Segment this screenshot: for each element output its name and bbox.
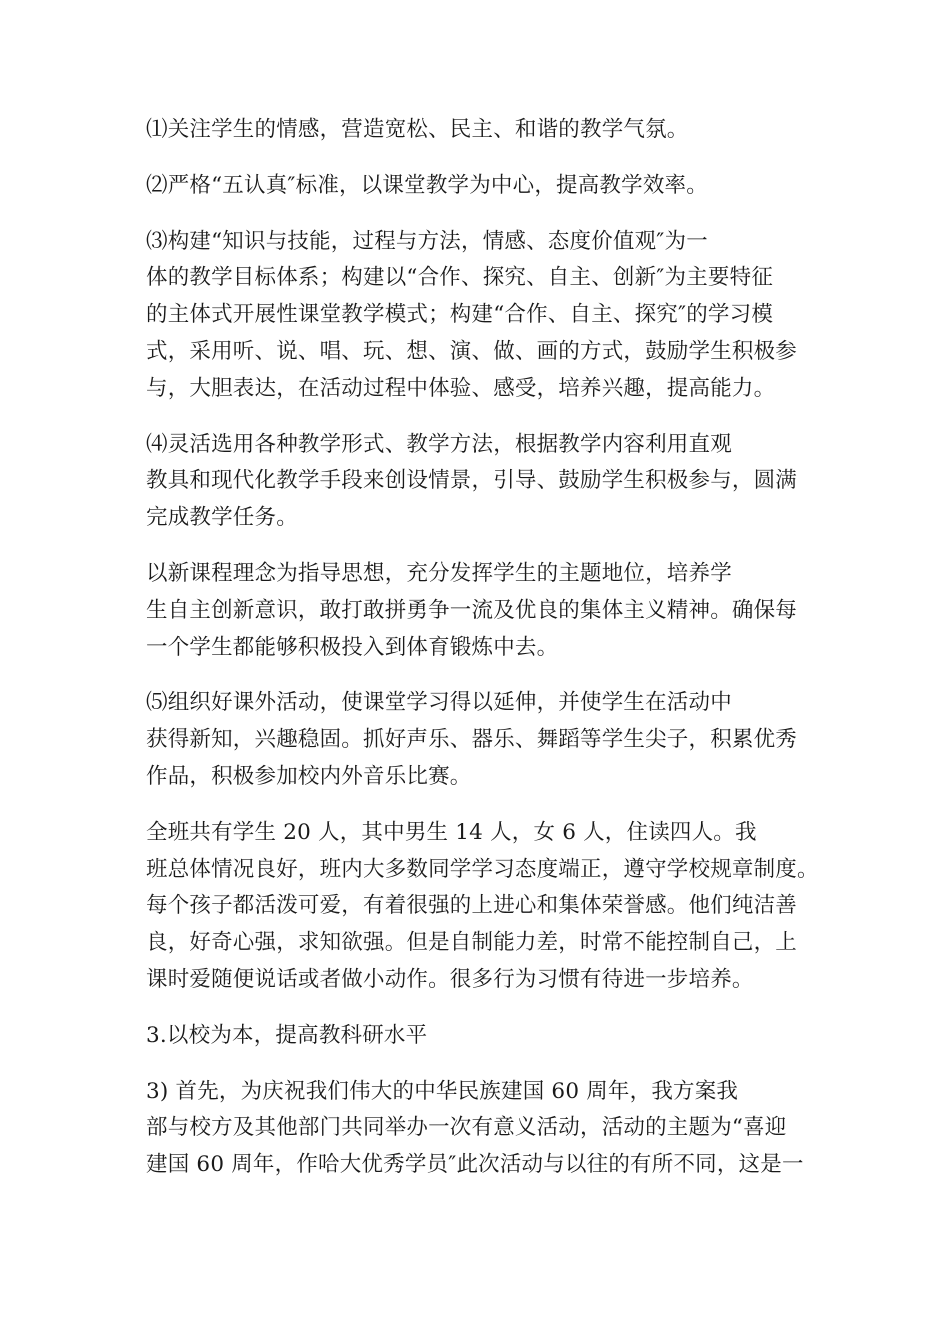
paragraph-line: 的主体式开展性课堂教学模式；构建“合作、自主、探究″的学习模 <box>146 302 774 328</box>
paragraph-line: 良，好奇心强，求知欲强。但是自制能力差，时常不能控制自己，上 <box>146 930 798 956</box>
paragraph-5 <box>146 556 806 666</box>
paragraph-line: 式，采用听、说、唱、玩、想、演、做、画的方式，鼓励学生积极参 <box>146 338 798 364</box>
paragraph-line: 生自主创新意识，敢打敢拼勇争一流及优良的集体主义精神。确保每 <box>146 597 798 623</box>
paragraph-line: 作品，积极参加校内外音乐比赛。 <box>146 763 472 789</box>
paragraph-line: ⑷灵活选用各种教学形式、教学方法，根据教学内容利用直观 <box>146 431 732 457</box>
paragraph-line: 体的教学目标体系；构建以“合作、探究、自主、创新″为主要特征 <box>146 265 774 291</box>
paragraph-line: 全班共有学生 20 人，其中男生 14 人，女 6 人，住读四人。我 <box>146 819 757 845</box>
section-heading <box>146 1018 806 1055</box>
paragraph-4 <box>146 427 806 537</box>
paragraph-3 <box>146 224 806 408</box>
paragraph-line: ⑸组织好课外活动，使课堂学习得以延伸，并使学生在活动中 <box>146 690 732 716</box>
paragraph-7 <box>146 815 819 999</box>
paragraph-line: 与，大胆表达，在活动过程中体验、感受，培养兴趣，提高能力。 <box>146 375 776 401</box>
paragraph-line: 每个孩子都活泼可爱，有着很强的上进心和集体荣誉感。他们纯洁善 <box>146 893 798 919</box>
paragraph-line: 3) 首先，为庆祝我们伟大的中华民族建国 60 周年，我方案我 <box>146 1078 739 1104</box>
paragraph-line: 建国 60 周年，作哈大优秀学员″此次活动与以往的有所不同，这是一 <box>146 1152 804 1178</box>
paragraph-line: ⑴关注学生的情感，营造宽松、民主、和谐的教学气氛。 <box>146 117 689 142</box>
paragraph-line: ⑶构建“知识与技能，过程与方法，情感、态度价值观″为一 <box>146 228 708 254</box>
paragraph-line: 班总体情况良好，班内大多数同学学习态度端正，遵守学校规章制度。 <box>146 856 819 882</box>
paragraph-1 <box>146 112 806 149</box>
paragraph-line: 教具和现代化教学手段来创设情景，引导、鼓励学生积极参与，圆满 <box>146 468 798 494</box>
paragraph-line: 课时爱随便说话或者做小动作。很多行为习惯有待进一步培养。 <box>146 966 754 992</box>
paragraph-6 <box>146 685 806 795</box>
paragraph-2 <box>146 168 806 205</box>
paragraph-line: 完成教学任务。 <box>146 505 298 531</box>
paragraph-line: 以新课程理念为指导思想，充分发挥学生的主题地位，培养学 <box>146 560 732 586</box>
paragraph-line: 3.以校为本，提高教科研水平 <box>146 1022 428 1048</box>
paragraph-line: 获得新知，兴趣稳固。抓好声乐、器乐、舞蹈等学生尖子，积累优秀 <box>146 727 798 753</box>
paragraph-line: ⑵严格“五认真″标准，以课堂教学为中心，提高教学效率。 <box>146 172 708 198</box>
paragraph-line: 部与校方及其他部门共同举办一次有意义活动，活动的主题为“喜迎 <box>146 1115 787 1141</box>
document-page <box>146 112 819 1203</box>
paragraph-9 <box>146 1074 806 1184</box>
paragraph-line: 一个学生都能够积极投入到体育锻炼中去。 <box>146 634 559 660</box>
